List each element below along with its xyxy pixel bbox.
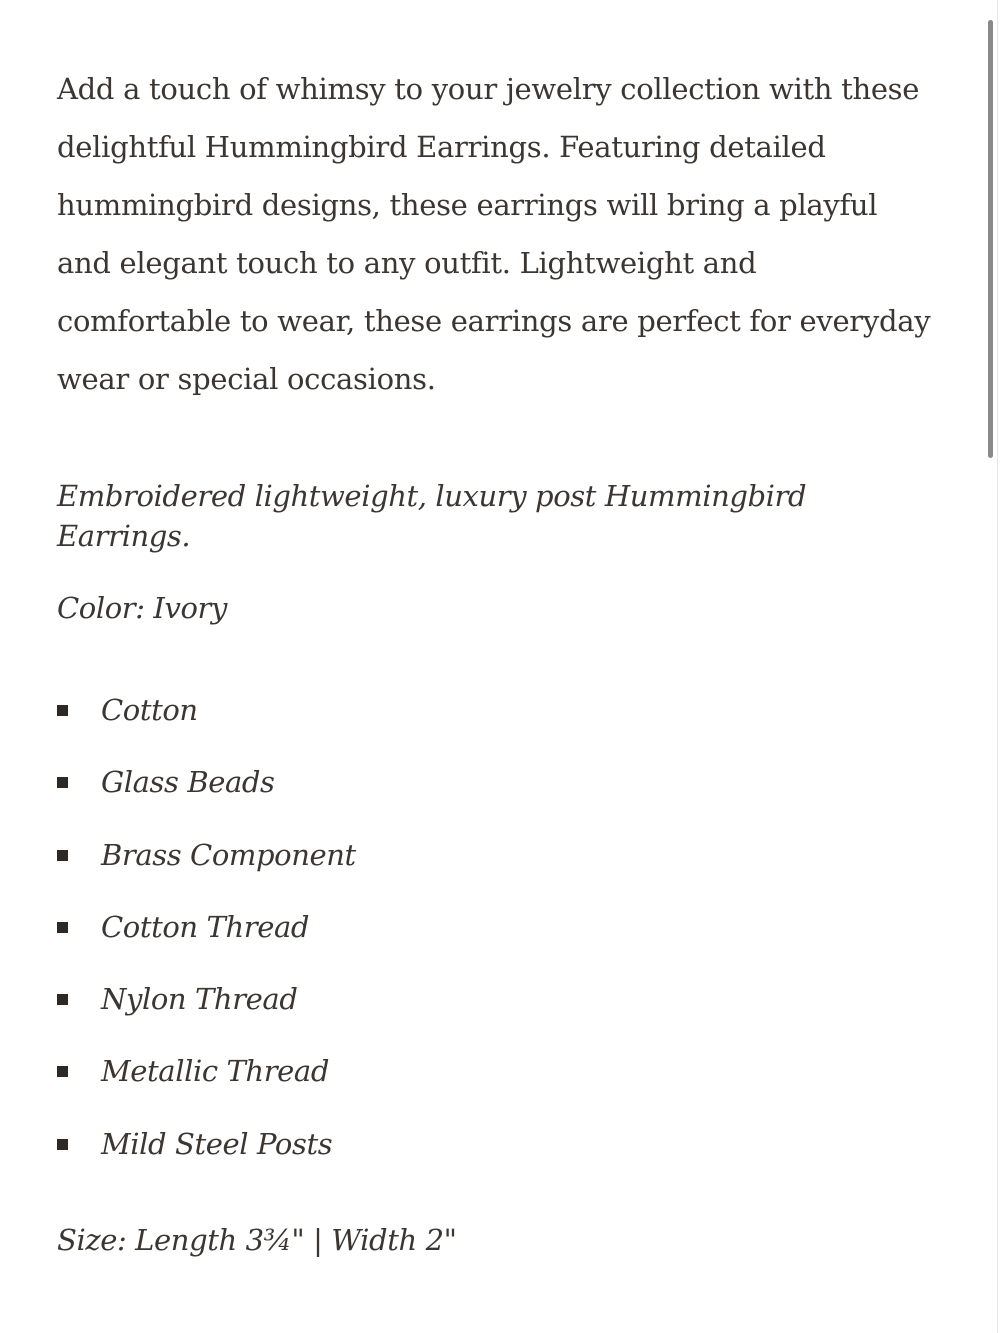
square-bullet-icon bbox=[57, 1139, 68, 1150]
square-bullet-icon bbox=[57, 850, 68, 861]
material-label: Nylon Thread bbox=[101, 982, 298, 1017]
page-edge-divider bbox=[997, 0, 998, 1333]
square-bullet-icon bbox=[57, 994, 68, 1005]
material-label: Metallic Thread bbox=[101, 1054, 329, 1089]
product-color: Color: Ivory bbox=[57, 591, 227, 625]
product-description-section bbox=[57, 60, 937, 1257]
list-item bbox=[57, 1051, 356, 1123]
materials-list bbox=[57, 690, 356, 1196]
material-label: Glass Beads bbox=[101, 765, 275, 800]
list-item bbox=[57, 907, 356, 979]
list-item bbox=[57, 762, 356, 834]
product-description: Add a touch of whimsy to your jewelry collection with these delightful Hummingbird Earrings. Featuring detailed hummingbird designs, these earrings will bring a playful and elegant touch to any outfit. Lightweight and comfortable to wear, these earrings are perfect for everyday wear or special occasions. bbox=[57, 72, 931, 396]
square-bullet-icon bbox=[57, 777, 68, 788]
material-label: Cotton Thread bbox=[101, 909, 310, 944]
list-item bbox=[57, 690, 356, 762]
product-tagline: Embroidered lightweight, luxury post Hummingbird Earrings. bbox=[57, 479, 807, 553]
material-label: Mild Steel Posts bbox=[101, 1126, 333, 1161]
scrollbar-thumb[interactable] bbox=[988, 20, 993, 458]
product-size: Size: Length 3¾" | Width 2" bbox=[57, 1223, 457, 1257]
square-bullet-icon bbox=[57, 705, 68, 716]
list-item bbox=[57, 1124, 356, 1196]
square-bullet-icon bbox=[57, 922, 68, 933]
square-bullet-icon bbox=[57, 1066, 68, 1077]
material-label: Cotton bbox=[101, 693, 198, 727]
list-item bbox=[57, 835, 356, 907]
material-label: Brass Component bbox=[101, 837, 356, 872]
list-item bbox=[57, 979, 356, 1051]
